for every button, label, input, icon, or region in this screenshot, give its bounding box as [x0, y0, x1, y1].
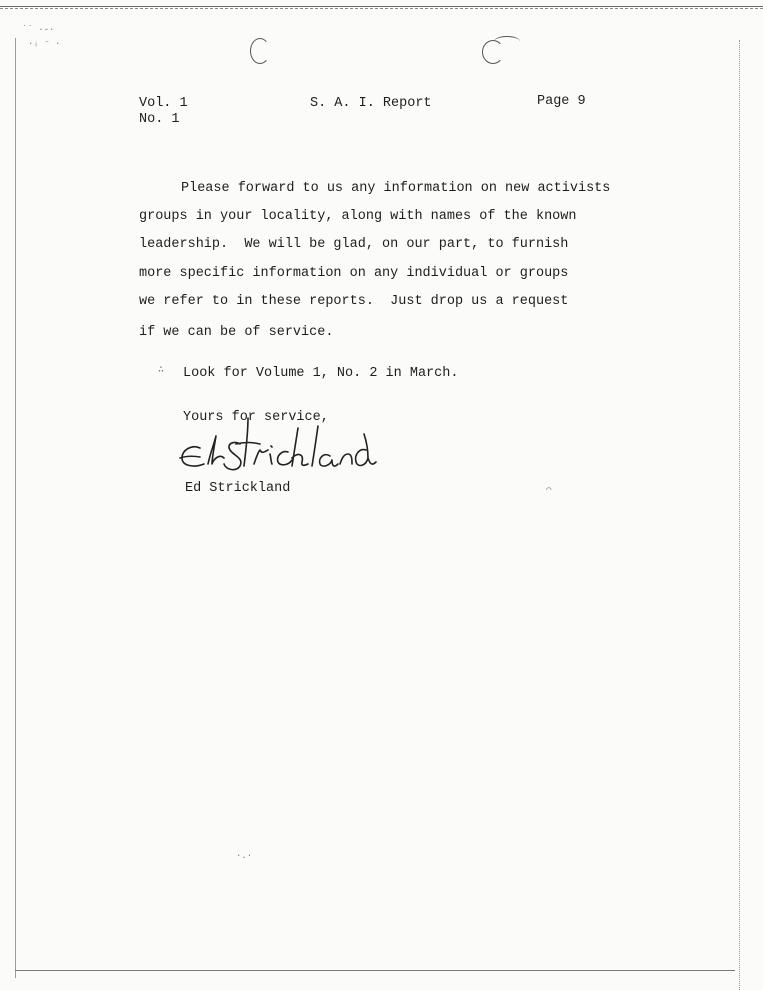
body-line: groups in your locality, along with names of the known [139, 209, 577, 224]
signature-scribble [170, 414, 380, 484]
scan-speck: ·.· [236, 851, 253, 861]
scan-speck: ⌒ [546, 485, 552, 495]
staple-hole-mark-right-tail [494, 36, 520, 47]
staple-hole-mark-left [250, 38, 270, 64]
followup-note: Look for Volume 1, No. 2 in March. [183, 366, 459, 381]
page-number: Page 9 [537, 94, 586, 109]
body-line: leadership. We will be glad, on our part, to furnish [139, 237, 569, 252]
body-line: we refer to in these reports. Just drop us a request [139, 294, 569, 309]
body-line: Please forward to us any information on new activists [181, 181, 611, 196]
scan-edge-left [15, 38, 16, 978]
scan-edge-top [0, 0, 763, 9]
header-no: No. 1 [139, 112, 180, 127]
scan-speck: ˙˙ ·-· [22, 25, 55, 35]
scan-edge-right [739, 40, 740, 990]
scan-speck: ·ᵢ ⁻ · [28, 39, 61, 49]
header-vol: Vol. 1 [139, 96, 188, 111]
body-line: more specific information on any individual or groups [139, 266, 569, 281]
scan-edge-top-line [0, 6, 763, 7]
body-line: if we can be of service. [139, 325, 334, 340]
closing-salutation: Yours for service, [183, 410, 329, 425]
scan-edge-bottom [15, 970, 735, 971]
scan-speck: ∴ [158, 365, 165, 376]
handwritten-signature [170, 414, 380, 489]
report-title: S. A. I. Report [310, 96, 432, 111]
signer-name: Ed Strickland [185, 481, 291, 496]
